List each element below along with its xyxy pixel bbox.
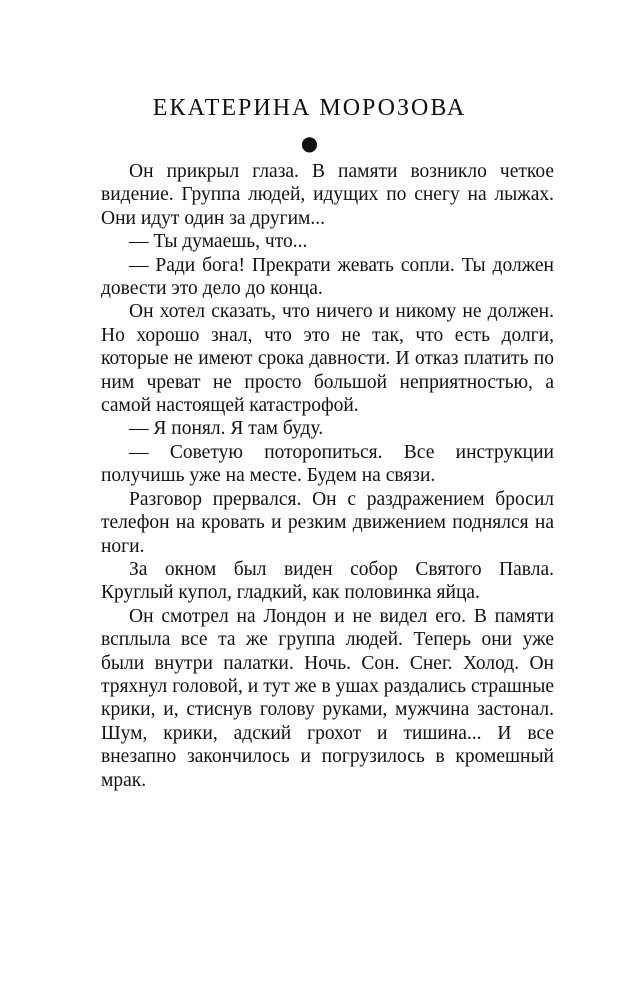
paragraph: Он смотрел на Лондон и не видел его. В памяти всплыла все та же группа людей. Теперь они уже были внутри палатки. Ночь. Сон. Снег. Холод. Он тряхнул головой, и тут же в ушах раздались страшные крики, и, стиснув голову руками, мужчина застонал. Шум, крики, адский грохот и тишина... И все внезапно закончилось и погрузилось в кромешный мрак.: [101, 605, 554, 791]
running-head-author: ЕКАТЕРИНА МОРОЗОВА: [152, 95, 467, 121]
paragraph: Он прикрыл глаза. В памяти возникло четкое видение. Группа людей, идущих по снегу на лыжах. Они идут один за другим...: [101, 161, 554, 229]
paragraph: — Ты думаешь, что...: [129, 231, 308, 253]
body-text: [101, 160, 554, 792]
paragraph: Разговор прервался. Он с раздражением бросил телефон на кровать и резким движением поднялся на ноги.: [101, 488, 554, 557]
paragraph: — Ради бога! Прекрати жевать сопли. Ты должен довести это дело до конца.: [101, 254, 554, 300]
paragraph: За окном был виден собор Святого Павла. Круглый купол, гладкий, как половинка яйца.: [101, 558, 554, 604]
paragraph: — Я понял. Я там буду.: [129, 418, 324, 440]
paragraph: — Советую поторопиться. Все инструкции получишь уже на месте. Будем на связи.: [101, 441, 554, 487]
paragraph: Он хотел сказать, что ничего и никому не должен. Но хорошо знал, что это не так, что есть долги, которые не имеют срока давности. И отказ платить по ним чреват не просто большой неприятностью, а самой настоящей катастрофой.: [101, 301, 554, 417]
ornament-bullet-icon: ●: [300, 131, 319, 155]
